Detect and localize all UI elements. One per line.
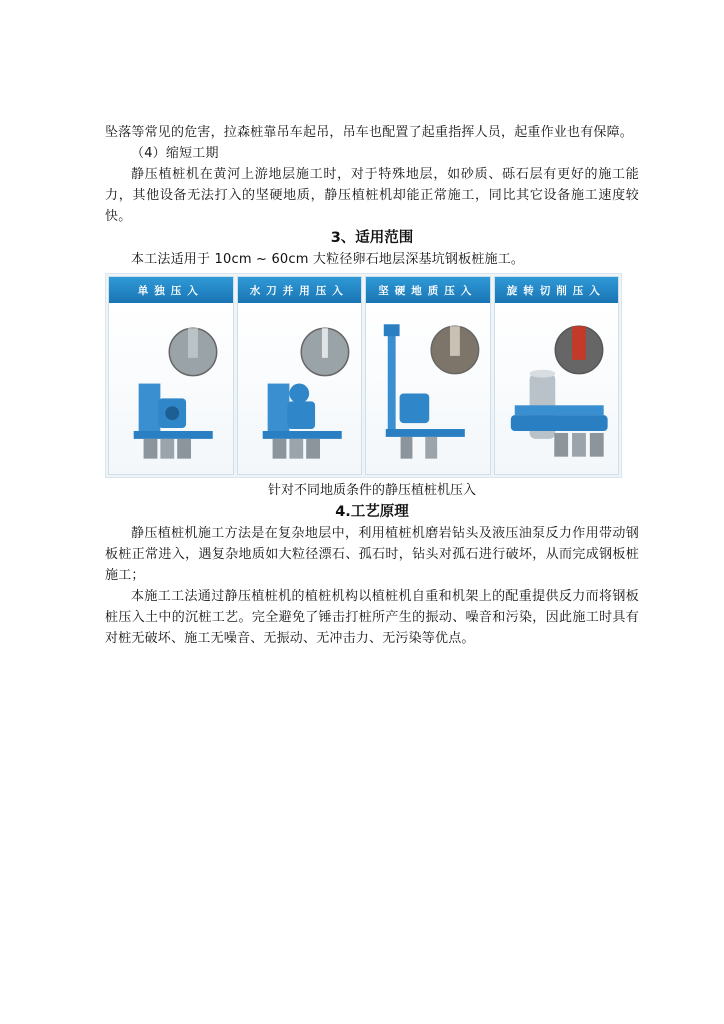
- panel-title: 坚硬地质压入: [366, 277, 490, 303]
- document-content: [105, 122, 639, 649]
- subheading-shorten-schedule: （4）缩短工期: [131, 146, 219, 161]
- figure-panel-single-press: [108, 276, 234, 475]
- figure-panel-hard-ground-press: [365, 276, 491, 475]
- figure-panel-water-jet-press: [237, 276, 363, 475]
- machine-illustration: [109, 303, 233, 474]
- paragraph-scope: 本工法适用于 10cm ~ 60cm 大粒径卵石地层深基坑钢板桩施工。: [131, 252, 525, 267]
- machine-illustration: [495, 303, 619, 474]
- figure-caption: 针对不同地质条件的静压植桩机压入: [267, 483, 476, 498]
- machine-illustration: [238, 303, 362, 474]
- panel-title: 水刀并用压入: [238, 277, 362, 303]
- paragraph-hazards: 坠落等常见的危害，拉森桩靠吊车起吊，吊车也配置了起重指挥人员，起重作业也有保障。: [105, 125, 634, 140]
- machine-illustration: [366, 303, 490, 474]
- pile-press-figure: [105, 273, 622, 478]
- paragraph-principle-1: 静压植桩机施工方法是在复杂地层中，利用植桩机磨岩钻头及液压油泵反力作用带动钢板桩正常进入，遇复杂地质如大粒径漂石、孤石时，钻头对孤石进行破坏，从而完成钢板桩施工；: [105, 526, 639, 583]
- section-3-heading: 3、适用范围: [330, 230, 414, 246]
- figure-panel-rotary-cutting-press: [494, 276, 620, 475]
- paragraph-principle-2: 本施工工法通过静压植桩机的植桩机构以植桩机自重和机架上的配重提供反力而将钢板桩压入土中的沉桩工艺。完全避免了锤击打桩所产生的振动、噪音和污染，因此施工时具有对桩无破坏、施工无噪音、无振动、无冲击力、无污染等优点。: [105, 589, 639, 646]
- panel-title: 旋转切削压入: [495, 277, 619, 303]
- panel-title: 单独压入: [109, 277, 233, 303]
- paragraph-construction-ability: 静压植桩机在黄河上游地层施工时，对于特殊地层，如砂质、砾石层有更好的施工能力，其他设备无法打入的坚硬地质，静压植桩机却能正常施工，同比其它设备施工速度较快。: [105, 167, 639, 224]
- section-4-heading: 4.工艺原理: [335, 504, 409, 520]
